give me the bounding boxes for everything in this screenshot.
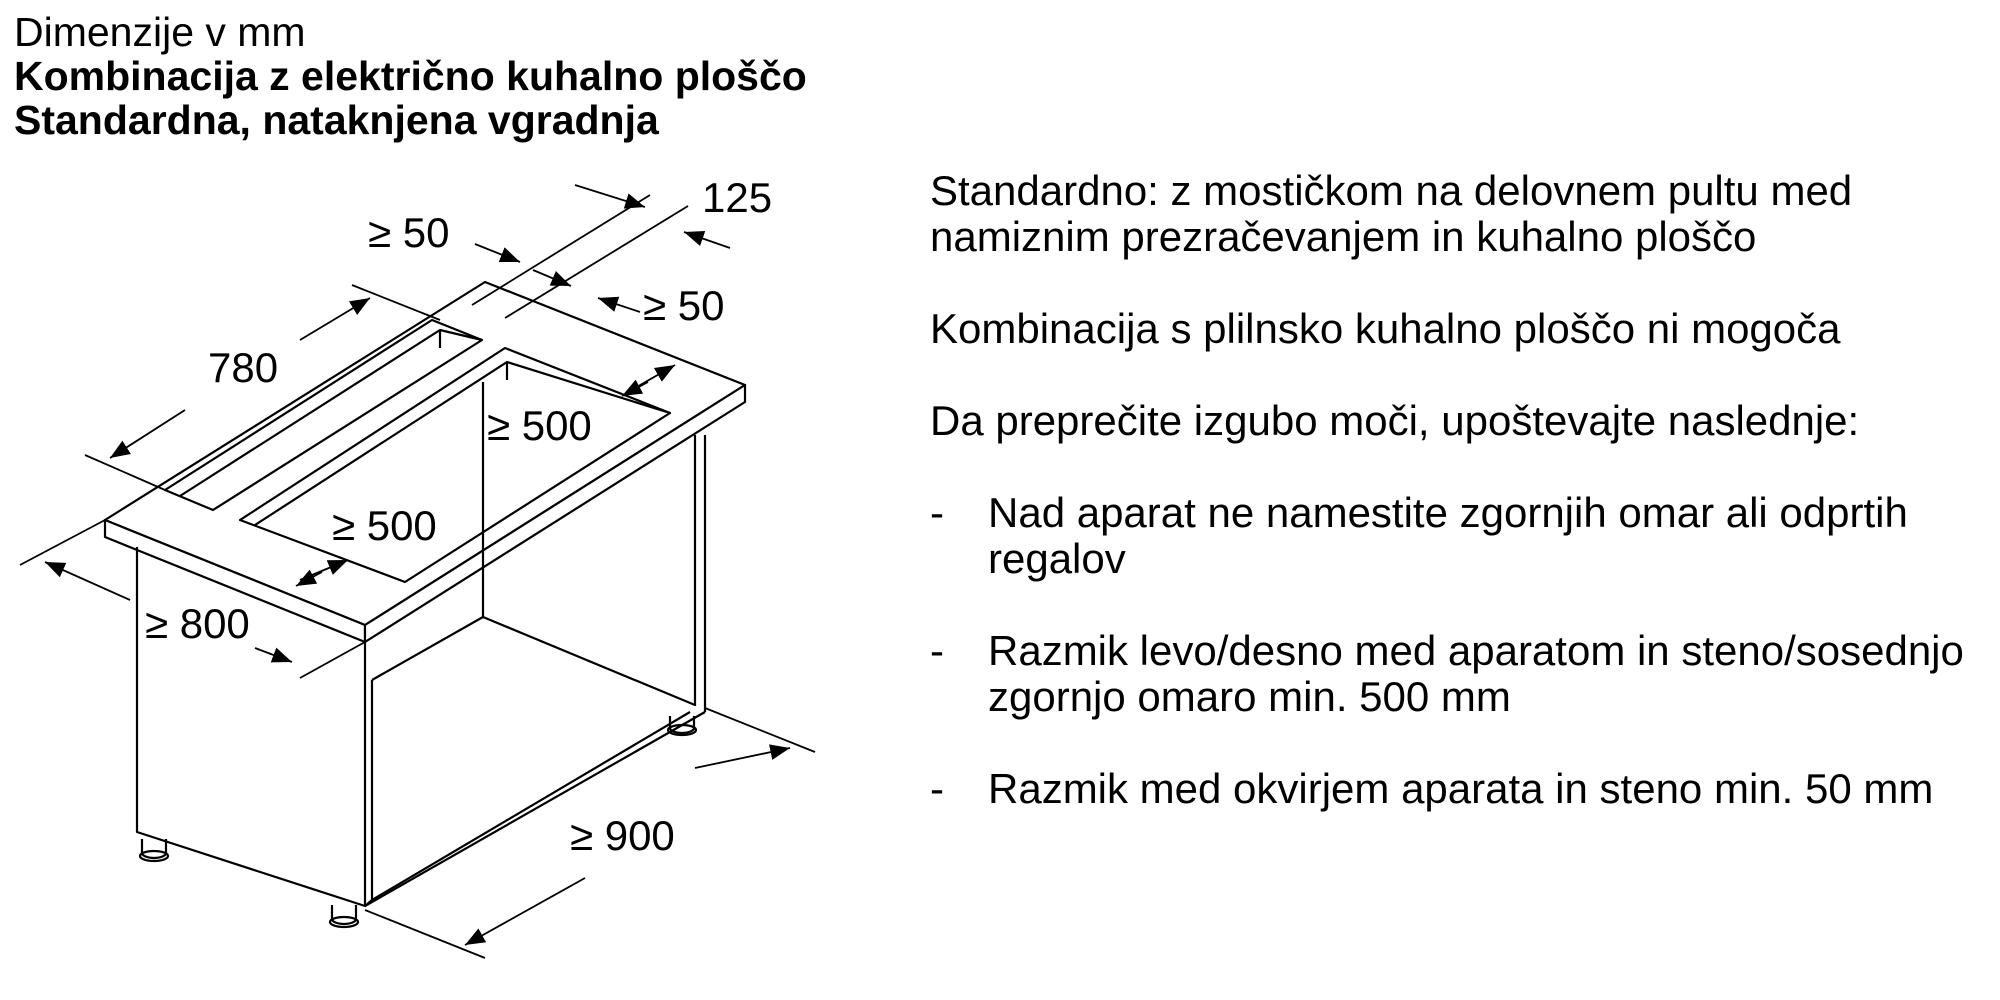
header-combination-title: Kombinacija z električno kuhalno ploščo bbox=[14, 53, 807, 99]
note-gas-hob: Kombinacija s plilnsko kuhalno ploščo ni mogoča bbox=[930, 305, 1841, 352]
dim-800-arrow-a bbox=[45, 562, 130, 600]
dim-780-arrow-b bbox=[110, 410, 185, 458]
dim-900-extension-bottom bbox=[365, 910, 485, 958]
note-standard: Standardno: z mostičkom na delovnem pultu med namiznim prezračevanjem in kuhalno ploščo bbox=[930, 167, 1853, 260]
dim-label-800: ≥ 800 bbox=[145, 600, 250, 647]
dim-125-arrow-a bbox=[575, 185, 645, 207]
dim-780-extension-top bbox=[352, 285, 440, 320]
note-power-loss-intro: Da preprečite izgubo moči, upoštevajte naslednje: bbox=[930, 397, 1860, 444]
dim-50-right-arrow bbox=[598, 298, 640, 312]
dim-125-arrow-b bbox=[684, 232, 730, 248]
page-header bbox=[14, 10, 807, 142]
header-dimensions-unit: Dimenzije v mm bbox=[14, 9, 306, 55]
dim-label-780: 780 bbox=[208, 344, 279, 391]
dim-label-50-right: ≥ 50 bbox=[643, 282, 725, 329]
dim-800-arrow-b bbox=[255, 648, 292, 662]
installation-notes bbox=[930, 168, 1990, 858]
bullet-dash: - bbox=[930, 627, 944, 674]
dim-800-extension-left bbox=[20, 520, 105, 565]
dim-800-extension-right bbox=[300, 642, 365, 678]
bullet-dash: - bbox=[930, 765, 944, 812]
bullet-item bbox=[930, 628, 1990, 720]
dim-780-arrow-a bbox=[300, 298, 370, 340]
dim-780-extension-bottom bbox=[85, 455, 165, 490]
dim-900-extension-right bbox=[705, 708, 815, 752]
dim-50-top-arrow bbox=[475, 244, 520, 262]
bullet-dash: - bbox=[930, 489, 944, 536]
bullet-text-no-cabinets: Nad aparat ne namestite zgornjih omar ali odprtih regalov bbox=[988, 489, 1908, 582]
header-installation-type: Standardna, nataknjena vgradnja bbox=[14, 97, 659, 143]
dim-label-500-upper: ≥ 500 bbox=[487, 402, 592, 449]
dim-900-arrow-a bbox=[695, 748, 790, 768]
bullet-item bbox=[930, 490, 1990, 582]
dim-50-top-arrow-b bbox=[533, 270, 571, 286]
dim-label-500-lower: ≥ 500 bbox=[332, 502, 437, 549]
bullet-text-wall-clearance: Razmik med okvirjem aparata in steno min. 50 mm bbox=[988, 765, 1934, 812]
dim-label-125: 125 bbox=[702, 174, 773, 221]
dim-label-900: ≥ 900 bbox=[570, 812, 675, 859]
installation-diagram bbox=[0, 150, 900, 970]
dim-900-arrow-b bbox=[465, 878, 585, 945]
dim-125-extension-a bbox=[472, 195, 650, 305]
bullet-text-side-clearance: Razmik levo/desno med aparatom in steno/sosednjo zgornjo omaro min. 500 mm bbox=[988, 627, 1964, 720]
bullet-item bbox=[930, 766, 1990, 812]
dim-label-50-top: ≥ 50 bbox=[368, 209, 450, 256]
